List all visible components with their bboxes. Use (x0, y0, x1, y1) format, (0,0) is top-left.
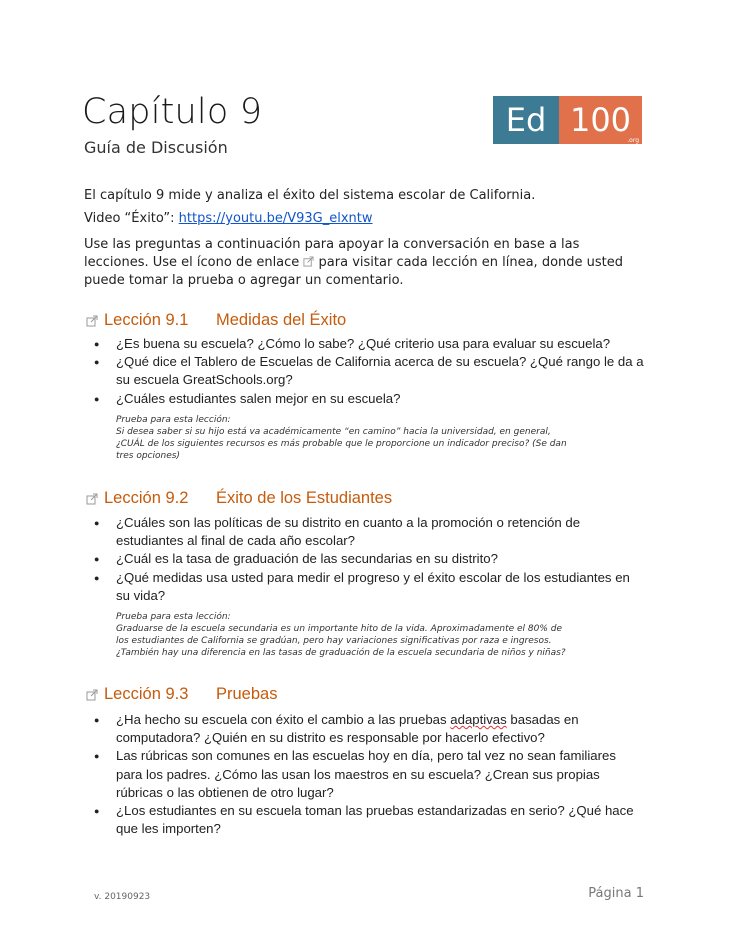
intro-line: El capítulo 9 mide y analiza el éxito del sistema escolar de California. (84, 188, 536, 203)
quiz-label: Prueba para esta lección: (116, 415, 231, 425)
usage-text-b: para visitar cada lección en línea, donde usted (314, 255, 624, 270)
usage-line-1: Use las preguntas a continuación para apoyar la conversación en base a las (84, 237, 580, 252)
usage-text-a: lecciones. Use el ícono de enlace (84, 255, 304, 270)
logo-100-text: 100 (569, 101, 632, 139)
usage-paragraph (84, 236, 623, 290)
list-item (94, 747, 654, 802)
lesson-heading-9-1[interactable] (86, 311, 346, 330)
list-item (94, 335, 654, 353)
quiz-text: ¿CUÁL de los siguientes recursos es más probable que le proporcione un indicador preciso? (Se dan (116, 439, 567, 449)
logo-ed: Ed (493, 96, 559, 144)
spelling-flagged-word: adaptivas (450, 712, 507, 727)
page-number: Página 1 (588, 886, 644, 901)
lesson-title: Medidas del Éxito (216, 311, 347, 329)
question-text: ¿Cuál es la tasa de graduación de las secundarias en su distrito? (116, 551, 498, 567)
logo-org: .org (627, 137, 639, 144)
question-text: estudiantes al final de cada año escolar? (116, 533, 356, 549)
question-text: ● Las rúbricas son comunes en las escuelas hoy en día, pero tal vez no sean familiares (116, 748, 616, 764)
question-list-9-1 (94, 335, 654, 408)
list-item (94, 802, 654, 838)
quiz-note-9-2 (116, 611, 616, 659)
external-link-icon[interactable] (86, 493, 98, 505)
question-line (116, 711, 654, 729)
list-item (94, 514, 654, 550)
quiz-text: Graduarse de la escuela secundaria es un importante hito de la vida. Aproximadamente el 80% de (116, 624, 563, 634)
lesson-title: Pruebas (216, 685, 278, 703)
external-link-icon[interactable] (86, 315, 98, 327)
quiz-note-9-1 (116, 414, 616, 462)
question-text: ● ¿Qué medidas usa usted para medir el progreso y el éxito escolar de los estudiantes en (116, 569, 630, 585)
quiz-text: los estudiantes de California se gradúan, pero hay variaciones significativas por raza e ingresos. (116, 636, 552, 646)
question-text: ¿Cuáles estudiantes salen mejor en su escuela? (116, 390, 401, 406)
question-list-9-2 (94, 514, 654, 605)
lesson-number: Lección 9.3 (104, 685, 189, 703)
quiz-text: tres opciones) (116, 451, 180, 461)
page-title: Capítulo 9 (82, 92, 263, 132)
question-text: ● ¿Los estudiantes en su escuela toman las pruebas estandarizadas en serio? ¿Qué hace (116, 803, 634, 819)
logo-100 (559, 96, 642, 144)
video-label: Video “Éxito”: (84, 211, 179, 226)
question-text: para los padres. ¿Cómo las usan los maestros en su escuela? ¿Crean sus propias (116, 766, 600, 782)
question-text: ● ¿Qué dice el Tablero de Escuelas de California acerca de su escuela? ¿Qué rango le da a (116, 354, 644, 370)
question-text: rúbricas o las obtienen de otro lugar? (116, 784, 334, 800)
list-item (94, 711, 654, 747)
quiz-text: Si desea saber si su hijo está va académicamente “en camino” hacia la universidad, en general, (116, 427, 551, 437)
video-link[interactable]: https://youtu.be/V93G_elxntw (178, 211, 373, 226)
question-text: basadas en (506, 712, 579, 727)
usage-line-3: puede tomar la prueba o agregar un comentario. (84, 273, 404, 288)
list-item (94, 550, 654, 568)
lesson-heading-9-2[interactable] (86, 489, 392, 508)
lesson-number: Lección 9.2 (104, 489, 189, 507)
question-text: ¿Es buena su escuela? ¿Cómo lo sabe? ¿Qué criterio usa para evaluar su escuela? (116, 336, 611, 351)
question-text: que les importen? (116, 821, 221, 837)
question-text: ¿Ha hecho su escuela con éxito el cambio a las pruebas (116, 712, 451, 727)
lesson-number: Lección 9.1 (104, 311, 189, 329)
external-link-icon (303, 256, 314, 267)
list-item (94, 353, 654, 389)
page-subtitle: Guía de Discusión (84, 138, 228, 157)
lesson-title: Éxito de los Estudiantes (216, 489, 393, 507)
usage-line-2 (84, 254, 623, 272)
lesson-heading-9-3[interactable] (86, 685, 277, 704)
quiz-label: Prueba para esta lección: (116, 612, 231, 622)
list-item (94, 390, 654, 408)
video-line (84, 210, 373, 228)
list-item (94, 569, 654, 605)
question-text: ● ¿Cuáles son las políticas de su distrito en cuanto a la promoción o retención de (116, 515, 581, 530)
question-text: su vida? (116, 587, 166, 603)
version-label: v. 20190923 (94, 892, 151, 902)
question-list-9-3 (94, 711, 654, 838)
ed100-logo[interactable] (493, 96, 642, 144)
question-text: su escuela GreatSchools.org? (116, 372, 293, 388)
quiz-text: ¿También hay una diferencia en las tasas de graduación de la escuela secundaria de niños y niñas? (116, 648, 566, 658)
external-link-icon[interactable] (86, 689, 98, 701)
question-text: computadora? ¿Quién en su distrito es responsable por hacerlo efectivo? (116, 730, 545, 746)
